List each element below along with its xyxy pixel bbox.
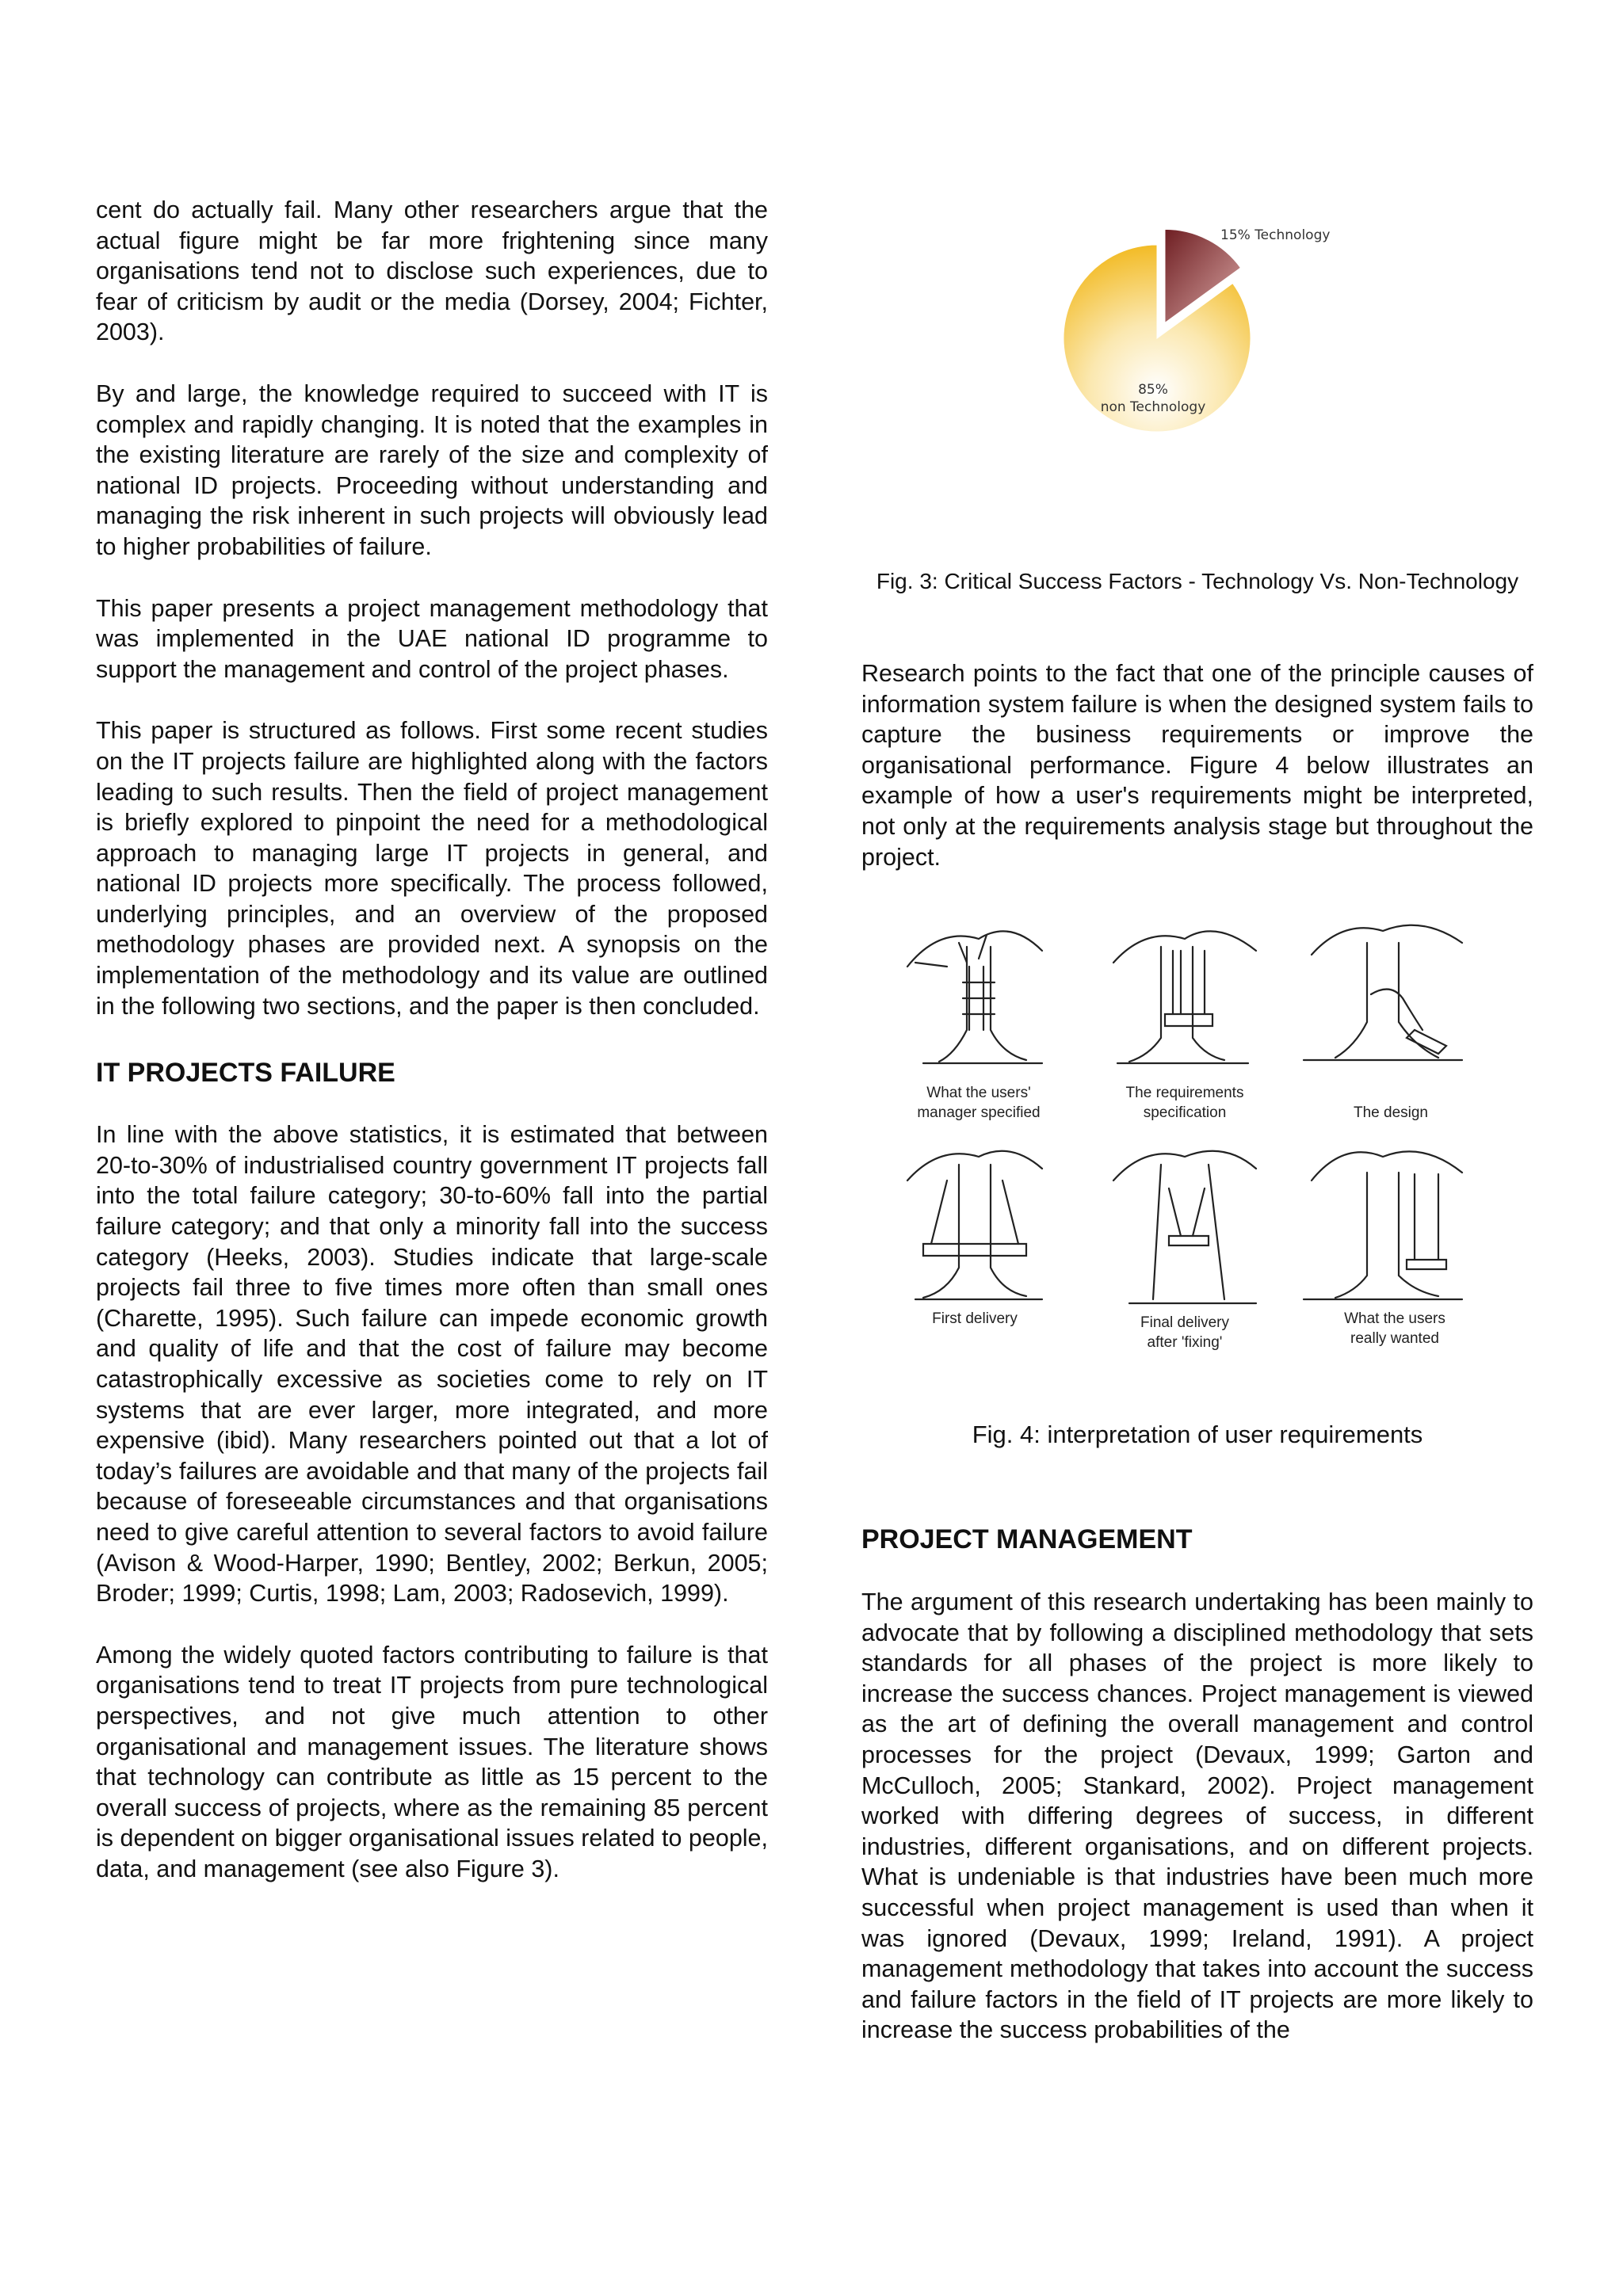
- paragraph: The argument of this research undertaking has been mainly to advocate that by following a disciplined methodology that sets standards for all phases of the project is more likely to increase the success chances. Project management is viewed as the art of defining the overall management and control processes for the project (Devaux, 1999; Garton and McCulloch, 2005; Stankard, 2002). Project management worked with differing degrees of success, in different industries, different organisations, and on different projects. What is undeniable is that industries have been much more successful when project management is used than when it was ignored (Devaux, 1999; Ireland, 1991). A project management methodology that takes into account the success and failure factors in the field of IT projects are more likely to increase the success probabilities of the: [861, 1589, 1533, 2044]
- label-non-technology: non Technology: [1100, 399, 1206, 415]
- caption-panel-1-line2: manager specified: [917, 1104, 1041, 1121]
- panel-design: [1304, 925, 1462, 1060]
- caption-panel-5-line2: after 'fixing': [1147, 1334, 1223, 1351]
- caption-panel-6-line2: really wanted: [1350, 1330, 1439, 1347]
- paragraph: This paper presents a project management methodology that was implemented in the UAE national ID programme to support the management and control of the project phases.: [96, 594, 768, 683]
- caption-panel-2-line1: The requirements: [1125, 1085, 1244, 1101]
- paragraph: This paper is structured as follows. First some recent studies on the IT projects failure are highlighted along with the factors leading to such results. Then the field of project management is briefly explored to pinpoint the need for a methodological approach to managing large IT projects in general, and national ID projects more specifically. The process followed, underlying principles, and an overview of the proposed methodology phases are provided next. A synopsis on the implementation of the methodology and its value are outlined in the following two sections, and the paper is then concluded.: [96, 717, 768, 1020]
- section-heading-project-management: PROJECT MANAGEMENT: [861, 1524, 1193, 1554]
- panel-requirements-spec: [1113, 931, 1256, 1063]
- panel-first-delivery: [907, 1151, 1042, 1299]
- label-technology: 15% Technology: [1220, 227, 1331, 243]
- right-column-bottom: [861, 1587, 1533, 2046]
- caption-panel-5-line1: Final delivery: [1140, 1314, 1229, 1331]
- paragraph: By and large, the knowledge required to succeed with IT is complex and rapidly changing. It is noted that the examples in the existing literature are rarely of the size and complexity of national ID projects. Proceeding without understanding and managing the risk inherent in such projects will obviously lead to higher probabilities of failure.: [96, 379, 768, 560]
- panel-manager-specified: [907, 931, 1042, 1063]
- panel-really-wanted: [1304, 1151, 1462, 1299]
- paragraph: Among the widely quoted factors contributing to failure is that organisations tend to treat IT projects from pure technological perspectives, and not give much attention to other organisational and management issues. The literature shows that technology can contribute as little as 15 percent to the overall success of projects, where as the remaining 85 percent is dependent on bigger organisational issues related to people, data, and management (see also Figure 3).: [96, 1641, 768, 1882]
- paragraph: In line with the above statistics, it is estimated that between 20-to-30% of industrialised country government IT projects fall into the total failure category; 30-to-60% fall into the partial failure category; and that only a minority fall into the success category (Heeks, 2003). Studies indicate that large-scale projects fail three to five times more often than small ones (Charette, 1995). Such failure can impede economic growth and quality of life and that the cost of failure may become catastrophically excessive as societies come to rely on IT systems that are ever larger, more integrated, and more expensive (ibid). Many researchers pointed out that a lot of today’s failures are avoidable and that many of the projects fail because of foreseeable circumstances and that organisations need to give careful attention to several factors to avoid failure (Avison & Wood-Harper, 1990; Bentley, 2002; Berkun, 2005; Broder; 1999; Curtis, 1998; Lam, 2003; Radosevich, 1999).: [96, 1121, 768, 1608]
- figure-4-tree-swing-illustration: [892, 919, 1518, 1363]
- figure-3-caption: Fig. 3: Critical Success Factors - Technology Vs. Non-Technology: [876, 569, 1519, 593]
- caption-panel-4-line1: First delivery: [932, 1310, 1018, 1327]
- caption-panel-2-line2: specification: [1143, 1104, 1227, 1121]
- figure-4-caption: Fig. 4: interpretation of user requirements: [972, 1421, 1423, 1448]
- panel-final-delivery: [1113, 1151, 1256, 1303]
- left-column: [96, 195, 768, 1885]
- paragraph: cent do actually fail. Many other researchers argue that the actual figure might be far more frightening since many organisations tend not to disclose such experiences, due to fear of criticism by audit or the media (Dorsey, 2004; Fichter, 2003).: [96, 196, 768, 346]
- caption-panel-6-line1: What the users: [1344, 1310, 1445, 1327]
- section-heading-it-projects-failure: IT PROJECTS FAILURE: [96, 1058, 395, 1089]
- caption-panel-3-line1: The design: [1353, 1104, 1429, 1121]
- label-non-technology-pct: 85%: [1138, 382, 1168, 398]
- figure-3-pie-chart: [1054, 208, 1363, 469]
- paragraph: Research points to the fact that one of the principle causes of information system failure is when the designed system fails to capture the business requirements or improve the organisational performance. Figure 4 below illustrates an example of how a user's requirements might be interpreted, not only at the requirements analysis stage but throughout the project.: [861, 660, 1533, 871]
- right-column-top: [861, 658, 1533, 872]
- caption-panel-1-line1: What the users': [926, 1085, 1031, 1101]
